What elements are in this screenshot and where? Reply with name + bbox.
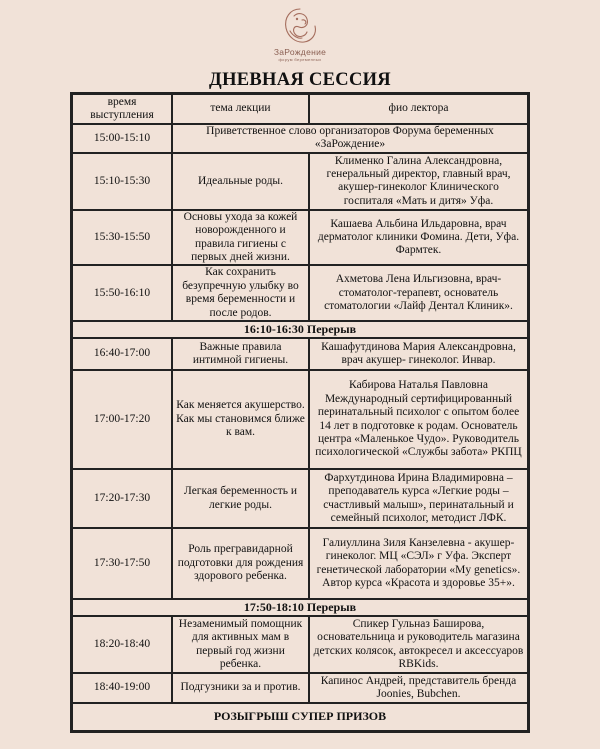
row-speaker: Кашаева Альбина Ильдаровна, врач дерматолог клиники Фомина. Дети, Уфа. Фармтек. (309, 210, 528, 266)
row-topic: Подгузники за и против. (172, 673, 309, 703)
table-row (72, 338, 528, 370)
break-label: 17:50-18:10 Перерыв (72, 599, 528, 616)
break-row (72, 321, 528, 338)
logo-mother-child-icon (278, 6, 322, 48)
page-title: ДНЕВНАЯ СЕССИЯ (209, 70, 391, 90)
prize-row (72, 703, 528, 731)
row-topic: Важные правила интимной гигиены. (172, 338, 309, 370)
row-speaker: Спикер Гульназ Баширова, основательница и руководитель магазина детских колясок, автокресел и аксессуаров RBKids. (309, 616, 528, 673)
table-header (72, 94, 528, 124)
row-span-text: Приветственное слово организаторов Форума беременных «ЗаРождение» (172, 124, 528, 153)
row-topic: Легкая беременность и легкие роды. (172, 469, 309, 528)
table-row (72, 673, 528, 703)
column-header-time: время выступления (72, 94, 172, 124)
table-row (72, 616, 528, 673)
row-time: 15:00-15:10 (72, 124, 172, 153)
table-row (72, 210, 528, 266)
row-speaker: Клименко Галина Александровна, генеральный директор, главный врач, акушер-гинеколог Клинического госпиталя «Мать и дитя» Уфа. (309, 153, 528, 210)
row-time: 17:30-17:50 (72, 528, 172, 599)
row-speaker: Кашафутдинова Мария Александровна, врач акушер- гинеколог. Инвар. (309, 338, 528, 370)
row-time: 15:10-15:30 (72, 153, 172, 210)
prize-label: РОЗЫГРЫШ СУПЕР ПРИЗОВ (72, 703, 528, 731)
table-row (72, 265, 528, 321)
row-topic: Идеальные роды. (172, 153, 309, 210)
schedule-table (70, 92, 530, 733)
table-row (72, 370, 528, 469)
row-topic: Роль прегравидарной подготовки для рождения здорового ребенка. (172, 528, 309, 599)
row-speaker: Фархутдинова Ирина Владимировна – преподаватель курса «Легкие роды – счастливый малыш», перинатальный и семейный психолог, методист ЛФК. (309, 469, 528, 528)
row-time: 17:20-17:30 (72, 469, 172, 528)
row-speaker: Ахметова Лена Ильгизовна, врач-стоматолог-терапевт, основатель стоматологии «Лайф Дентал Клиник». (309, 265, 528, 321)
logo (0, 6, 600, 70)
row-topic: Как сохранить безупречную улыбку во время беременности и после родов. (172, 265, 309, 321)
row-topic: Незаменимый помощник для активных мам в первый год жизни ребенка. (172, 616, 309, 673)
row-speaker: Кабирова Наталья Павловна Международный сертифицированный перинатальный психолог с опытом более 14 лет в подготовке к родам. Основатель центра «Маленькое Чудо». Руководитель психологической «Службы забота» РКПЦ (309, 370, 528, 469)
row-speaker: Галиуллина Зиля Канзелевна - акушер-гинеколог. МЦ «СЭЛ» г Уфа. Эксперт генетической лаборатории «My genetics». Автор курса «Красота и здоровье 35+». (309, 528, 528, 599)
table-row (72, 153, 528, 210)
break-label: 16:10-16:30 Перерыв (72, 321, 528, 338)
row-time: 15:30-15:50 (72, 210, 172, 266)
row-time: 18:40-19:00 (72, 673, 172, 703)
table-row (72, 528, 528, 599)
row-time: 16:40-17:00 (72, 338, 172, 370)
table-row (72, 469, 528, 528)
break-row (72, 599, 528, 616)
row-time: 18:20-18:40 (72, 616, 172, 673)
row-topic: Основы ухода за кожей новорожденного и правила гигиены с первых дней жизни. (172, 210, 309, 266)
column-header-speaker: фио лектора (309, 94, 528, 124)
logo-name: ЗаРождение (273, 47, 327, 57)
column-header-topic: тема лекции (172, 94, 309, 124)
row-topic: Как меняется акушерство. Как мы становимся ближе к вам. (172, 370, 309, 469)
row-time: 17:00-17:20 (72, 370, 172, 469)
row-speaker: Капинос Андрей, представитель бренда Joonies, Bubchen. (309, 673, 528, 703)
logo-tagline: форум беременных (278, 57, 322, 62)
row-time: 15:50-16:10 (72, 265, 172, 321)
table-row (72, 124, 528, 153)
